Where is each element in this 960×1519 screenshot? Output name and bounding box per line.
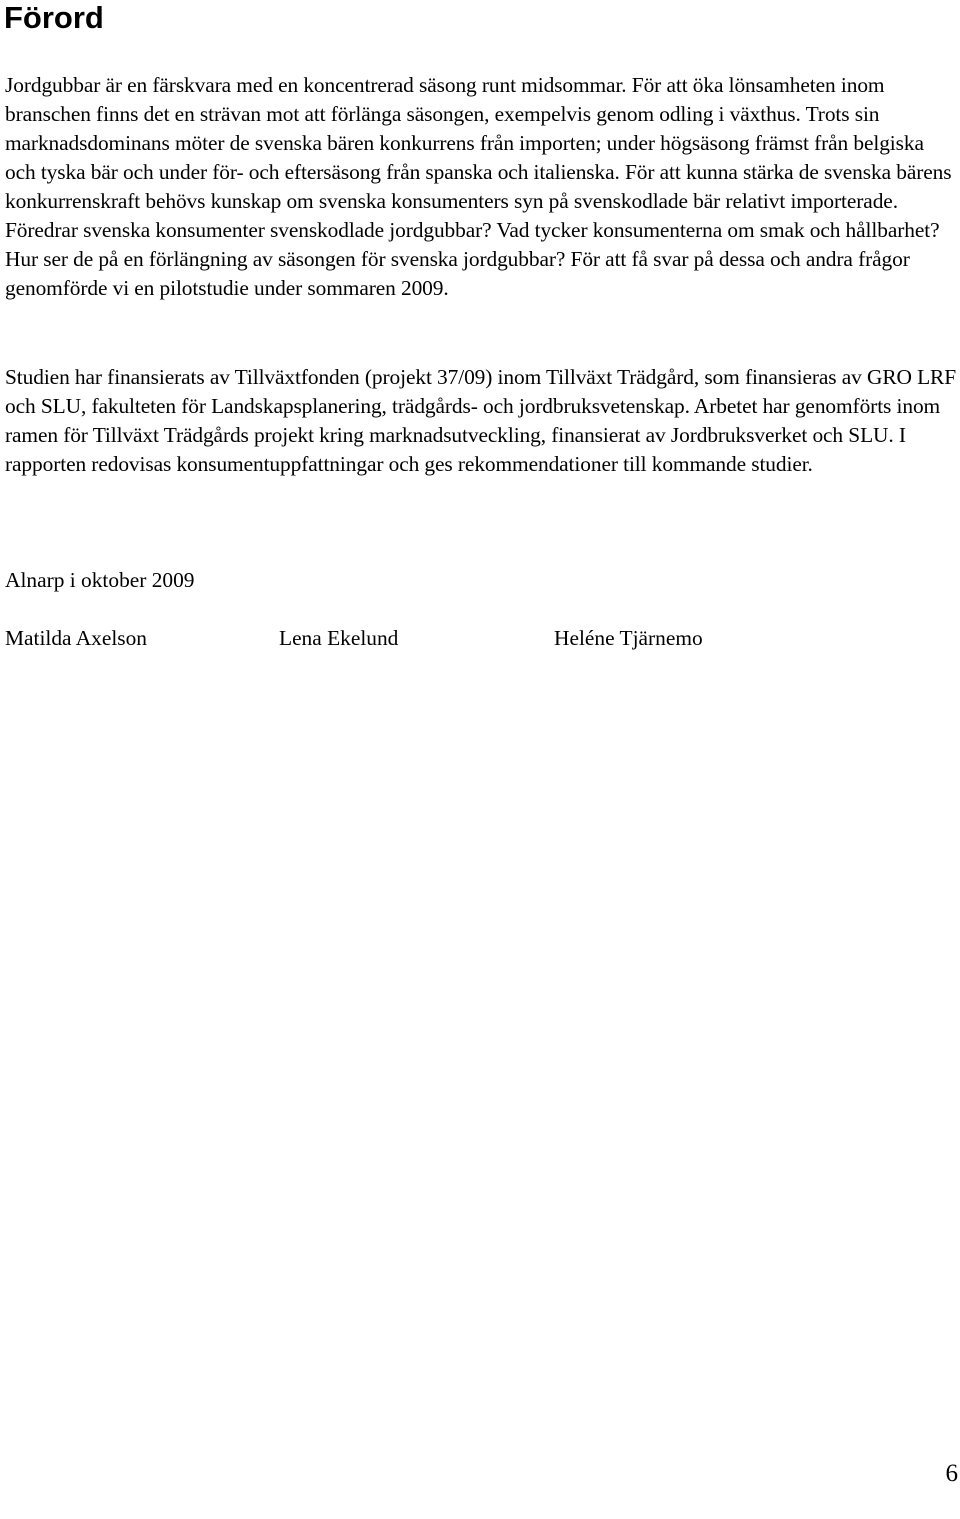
page-title: Förord bbox=[4, 0, 104, 35]
author-list bbox=[0, 624, 960, 653]
paragraph-intro: Jordgubbar är en färskvara med en koncentrerad säsong runt midsommar. För att öka lönsamheten inom branschen finns det en strävan mot att förlänga säsongen, exempelvis genom odling i växthus. Trots sin marknadsdominans möter de svenska bären konkurrens från importen; under högsäsong främst från belgiska och tyska bär och under för- och eftersäsong från spanska och italienska. För att kunna stärka de svenska bärens konkurrenskraft behövs kunskap om svenska konsumenters syn på svenskodlade bär relativt importerade. Föredrar svenska konsumenter svenskodlade jordgubbar? Vad tycker konsumenterna om smak och hållbarhet? Hur ser de på en förlängning av säsongen för svenska jordgubbar? För att få svar på dessa och andra frågor genomförde vi en pilotstudie under sommaren 2009. bbox=[5, 73, 952, 300]
paragraph-funding: Studien har finansierats av Tillväxtfonden (projekt 37/09) inom Tillväxt Trädgård, som finansieras av GRO LRF och SLU, fakulteten för Landskapsplanering, trädgårds- och jordbruksvetenskap. Arbetet har genomförts inom ramen för Tillväxt Trädgårds projekt kring marknadsutveckling, finansierat av Jordbruksverket och SLU. I rapporten redovisas konsumentuppfattningar och ges rekommendationer till kommande studier. bbox=[5, 365, 957, 476]
page-number: 6 bbox=[945, 1460, 958, 1487]
author-name: Heléne Tjärnemo bbox=[554, 626, 703, 650]
place-date: Alnarp i oktober 2009 bbox=[5, 568, 195, 592]
author-name: Matilda Axelson bbox=[5, 626, 147, 650]
author-name: Lena Ekelund bbox=[279, 626, 399, 650]
